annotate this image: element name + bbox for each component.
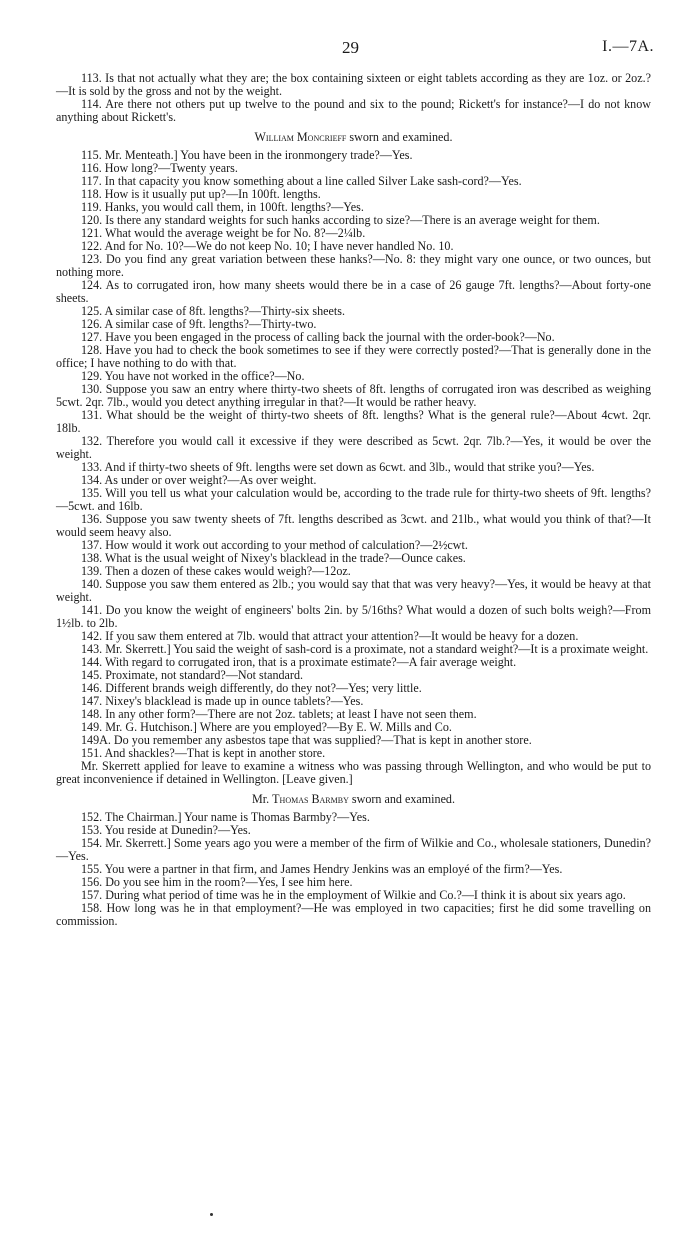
witness-heading-suffix: sworn and examined.: [348, 792, 456, 806]
question-148: 148. In any other form?—There are not 2oz. tablets; at least I have not seen them.: [81, 707, 477, 721]
question-138: 138. What is the usual weight of Nixey's blacklead in the trade?—Ounce cakes.: [81, 551, 466, 565]
question-155: 155. You were a partner in that firm, and James Hendry Jenkins was an employé of the firm?—Yes.: [81, 862, 563, 876]
document-reference: I.—7A.: [602, 38, 654, 55]
page-speck: [210, 1213, 213, 1216]
question-146: 146. Different brands weigh differently, do they not?—Yes; very little.: [81, 681, 422, 695]
question-115: 115. Mr. Menteath.] You have been in the ironmongery trade?—Yes.: [81, 148, 413, 162]
witness-prefix: Mr.: [251, 792, 273, 806]
question-128: 128. Have you had to check the book sometimes to see if they were correctly posted?—That is generally done in the office; I have nothing to do with that.: [56, 343, 651, 370]
question-119: 119. Hanks, you would call them, in 100ft. lengths?—Yes.: [81, 200, 364, 214]
page-number: 29: [342, 38, 359, 57]
question-113: 113. Is that not actually what they are; the box containing sixteen or eight tablets according as they are 1oz. or 2oz.?—It is sold by the gross and not by the weight.: [56, 71, 651, 98]
question-143: 143. Mr. Skerrett.] You said the weight of sash-cord is a proximate, not a standard weight?—It is a proximate weight.: [81, 642, 649, 656]
question-137: 137. How would it work out according to your method of calculation?—2½cwt.: [81, 538, 468, 552]
question-152: 152. The Chairman.] Your name is Thomas Barmby?—Yes.: [81, 810, 370, 824]
question-151: 151. And shackles?—That is kept in another store.: [81, 746, 326, 760]
question-135: 135. Will you tell us what your calculation would be, according to the trade rule for thirty-two sheets of 9ft. lengths?—5cwt. and 16lb.: [56, 486, 651, 513]
question-139: 139. Then a dozen of these cakes would weigh?—12oz.: [81, 564, 351, 578]
question-121: 121. What would the average weight be for No. 8?—2¼lb.: [81, 226, 366, 240]
question-131: 131. What should be the weight of thirty-two sheets of 8ft. lengths? What is the general rule?—About 4cwt. 2qr. 18lb.: [56, 408, 651, 435]
question-118: 118. How is it usually put up?—In 100ft. lengths.: [81, 187, 321, 201]
question-132: 132. Therefore you would call it excessive if they were described as 5cwt. 2qr. 7lb.?—Yes, it would be over the weight.: [56, 434, 651, 461]
question-142: 142. If you saw them entered at 7lb. would that attract your attention?—It would be heavy for a dozen.: [81, 629, 579, 643]
question-130: 130. Suppose you saw an entry where thirty-two sheets of 8ft. lengths of corrugated iron was described as weighing 5cwt. 2qr. 7lb., would you detect anything irregular in that?—It would be rather heavy.: [56, 382, 651, 409]
question-125: 125. A similar case of 8ft. lengths?—Thirty-six sheets.: [81, 304, 346, 318]
witness-heading-suffix: sworn and examined.: [346, 130, 453, 144]
witness-name: William Moncrieff: [254, 130, 347, 144]
witness-name: Thomas Barmby: [272, 792, 349, 806]
question-157: 157. During what period of time was he in the employment of Wilkie and Co.?—I think it is about six years ago.: [81, 888, 626, 902]
section-continued-evidence: [56, 72, 651, 124]
question-129: 129. You have not worked in the office?—No.: [81, 369, 305, 383]
question-124: 124. As to corrugated iron, how many sheets would there be in a case of 26 gauge 7ft. lengths?—About forty-one sheets.: [56, 278, 651, 305]
question-158: 158. How long was he in that employment?—He was employed in two capacities; first he did some travelling on commission.: [56, 901, 651, 928]
question-133: 133. And if thirty-two sheets of 9ft. lengths were set down as 6cwt. and 3lb., would that strike you?—Yes.: [81, 460, 595, 474]
question-153: 153. You reside at Dunedin?—Yes.: [81, 823, 251, 837]
question-149a: 149A. Do you remember any asbestos tape that was supplied?—That is kept in another store.: [81, 733, 532, 747]
page-header: [0, 38, 700, 58]
question-144: 144. With regard to corrugated iron, that is a proximate estimate?—A fair average weight.: [81, 655, 517, 669]
question-134: 134. As under or over weight?—As over weight.: [81, 473, 317, 487]
question-117: 117. In that capacity you know something about a line called Silver Lake sash-cord?—Yes.: [81, 174, 522, 188]
question-136: 136. Suppose you saw twenty sheets of 7ft. lengths described as 3cwt. and 21lb., what would you think of that?—It would seem heavy also.: [56, 512, 651, 539]
question-122: 122. And for No. 10?—We do not keep No. 10; I have never handled No. 10.: [81, 239, 454, 253]
section-barmby: [56, 793, 651, 928]
witness-heading: [56, 131, 651, 144]
witness-heading: [56, 793, 651, 806]
page-body: [56, 72, 651, 928]
question-141: 141. Do you know the weight of engineers' bolts 2in. by 5/16ths? What would a dozen of such bolts weigh?—From 1½lb. to 2lb.: [56, 603, 651, 630]
question-120: 120. Is there any standard weights for such hanks according to size?—There is an average weight for them.: [81, 213, 600, 227]
question-114: 114. Are there not others put up twelve to the pound and six to the pound; Rickett's for instance?—I do not know anything about Rickett's.: [56, 97, 651, 124]
question-140: 140. Suppose you saw them entered as 2lb.; you would say that that was very heavy?—Yes, it would be heavy at that weight.: [56, 577, 651, 604]
question-123: 123. Do you find any great variation between these hanks?—No. 8: they might vary one ounce, or two ounces, but nothing more.: [56, 252, 651, 279]
question-116: 116. How long?—Twenty years.: [81, 161, 238, 175]
question-126: 126. A similar case of 9ft. lengths?—Thirty-two.: [81, 317, 317, 331]
question-127: 127. Have you been engaged in the process of calling back the journal with the order-book?—No.: [81, 330, 555, 344]
question-145: 145. Proximate, not standard?—Not standard.: [81, 668, 304, 682]
section-moncrieff: [56, 131, 651, 786]
question-156: 156. Do you see him in the room?—Yes, I see him here.: [81, 875, 353, 889]
question-147: 147. Nixey's blacklead is made up in ounce tablets?—Yes.: [81, 694, 364, 708]
question-154: 154. Mr. Skerrett.] Some years ago you were a member of the firm of Wilkie and Co., wholesale stationers, Dunedin?—Yes.: [56, 836, 651, 863]
procedural-note: Mr. Skerrett applied for leave to examine a witness who was passing through Wellington, and who would be put to great inconvenience if detained in Wellington. [Leave given.]: [56, 759, 651, 786]
question-149: 149. Mr. G. Hutchison.] Where are you employed?—By E. W. Mills and Co.: [81, 720, 452, 734]
